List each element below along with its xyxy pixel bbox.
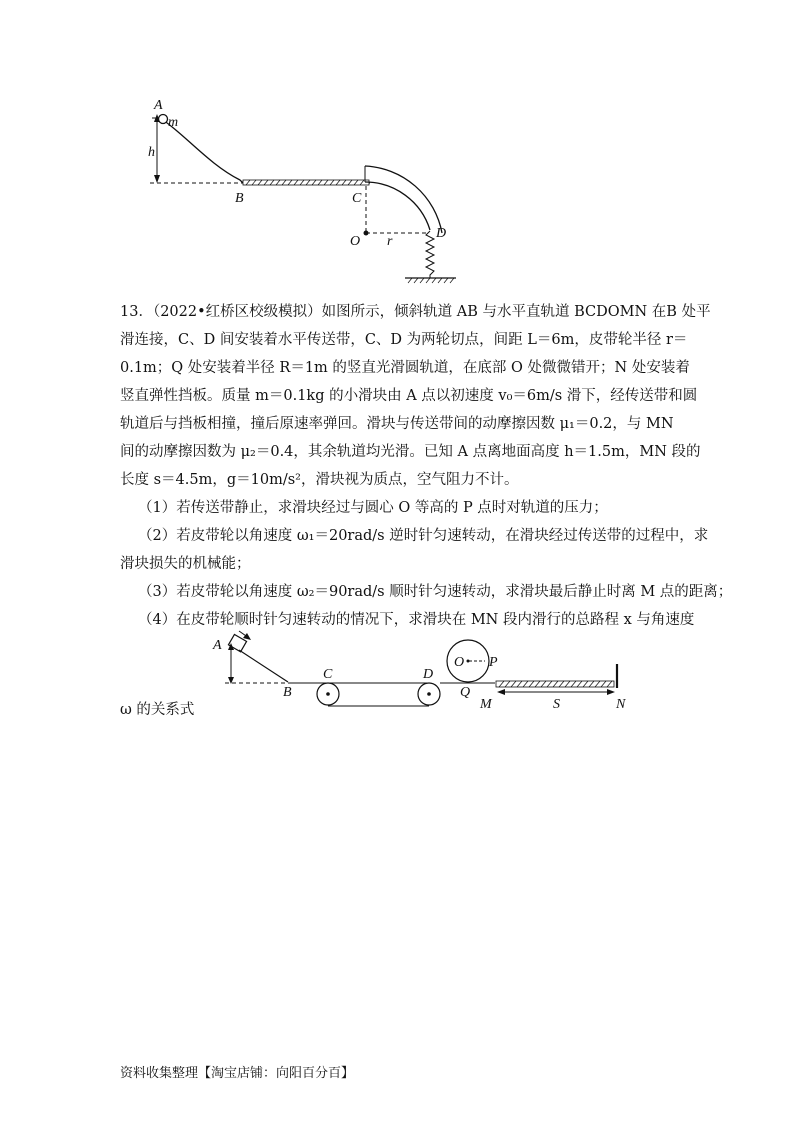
question-4b: ω 的关系式 [120, 702, 195, 718]
problem-line-4: 竖直弹性挡板。质量 m＝0.1kg 的小滑块由 A 点以初速度 v₀＝6m/s 滑下，经传送带和圆 [120, 388, 698, 404]
label-q: Q [460, 685, 471, 700]
figure-2-conveyor-diagram [205, 628, 645, 718]
question-1: （1）若传送带静止，求滑块经过与圆心 O 等高的 P 点时对轨道的压力； [138, 500, 608, 516]
label-n: N [616, 697, 626, 712]
label-d: D [436, 226, 447, 241]
spring [426, 231, 434, 278]
question-2b: 滑块损失的机械能； [120, 556, 251, 572]
ball-m [159, 115, 168, 124]
label-h: h [148, 145, 155, 160]
label-b2: B [283, 685, 292, 700]
label-m2: M [480, 697, 492, 712]
label-a: A [154, 98, 163, 113]
label-s: S [553, 697, 560, 712]
problem-line-1-text: 如图所示，倾斜轨道 AB 与水平直轨道 BCDOMN 在B 处平 [321, 304, 711, 320]
problem-line-1 [120, 302, 711, 322]
label-o: O [350, 234, 361, 249]
quarter-arc-outer [365, 166, 442, 233]
label-p: P [489, 655, 498, 670]
label-a2: A [213, 638, 222, 653]
label-m: m [168, 115, 179, 130]
question-4a: （4）在皮带轮顺时针匀速转动的情况下，求滑块在 MN 段内滑行的总路程 x 与角速度 [138, 612, 695, 628]
label-o2: O [454, 655, 465, 670]
label-b: B [235, 191, 244, 206]
problem-line-7: 长度 s＝4.5m，g＝10m/s²，滑块视为质点，空气阻力不计。 [120, 472, 519, 488]
label-c2: C [323, 667, 333, 682]
problem-source: （2022•红桥区校级模拟） [152, 304, 322, 320]
problem-line-2: 滑连接，C、D 间安装着水平传送带，C、D 为两轮切点，间距 L＝6m，皮带轮半径 r＝ [120, 332, 688, 348]
question-3: （3）若皮带轮以角速度 ω₂＝90rad/s 顺时针匀速转动，求滑块最后静止时离 M 点的距离； [138, 584, 733, 600]
label-d2: D [423, 667, 434, 682]
figure-1-track-diagram [130, 90, 470, 305]
center-point-o [364, 231, 369, 236]
footer-note: 资料收集整理【淘宝店铺：向阳百分百】 [120, 1066, 355, 1081]
quarter-arc-inner [365, 182, 430, 230]
incline-ab [239, 650, 288, 682]
question-2a: （2）若皮带轮以角速度 ω₁＝20rad/s 逆时针匀速转动，在滑块经过传送带的过程中，求 [138, 528, 709, 544]
label-r: r [387, 234, 393, 249]
problem-line-6: 间的动摩擦因数为 μ₂＝0.4，其余轨道均光滑。已知 A 点离地面高度 h＝1.5m，MN 段的 [120, 444, 701, 460]
problem-number: 13． [120, 304, 153, 320]
problem-line-3: 0.1m；Q 处安装着半径 R＝1m 的竖直光滑圆轨道，在底部 O 处微微错开；N 处安装着 [120, 360, 690, 376]
label-c: C [352, 191, 362, 206]
problem-line-5: 轨道后与挡板相撞，撞后原速率弹回。滑块与传送带间的动摩擦因数 μ₁＝0.2，与 MN [120, 416, 674, 432]
